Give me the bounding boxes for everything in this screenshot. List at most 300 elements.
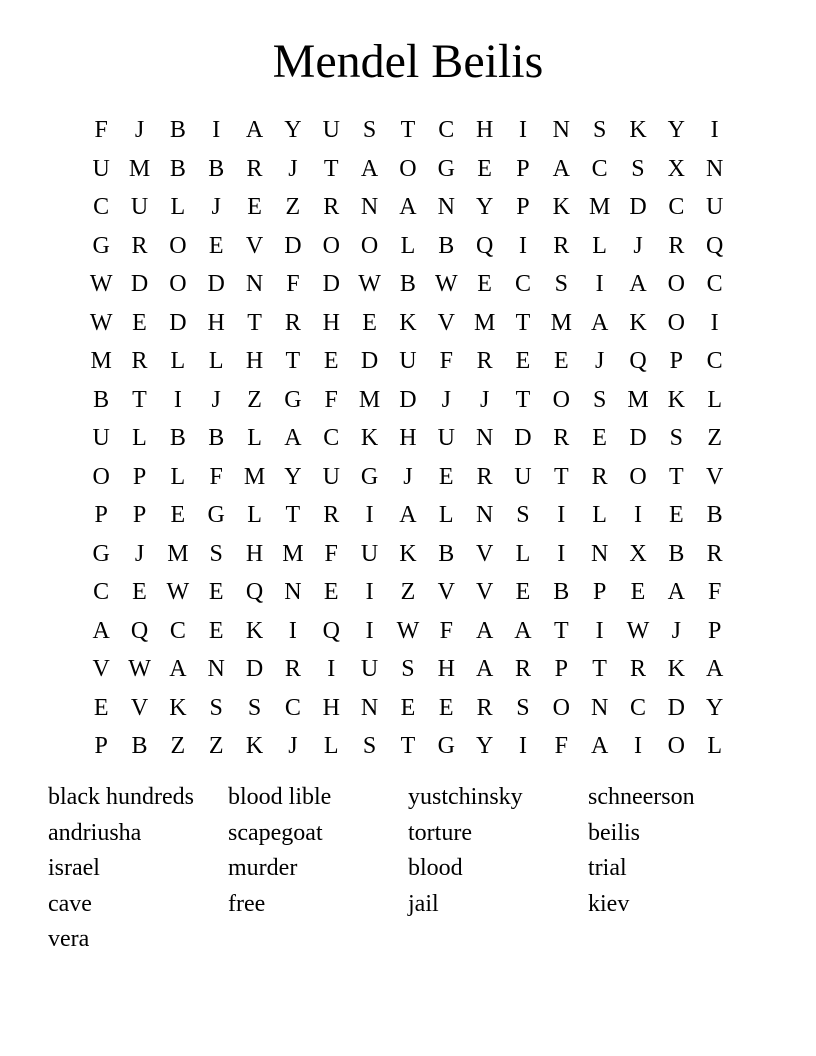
grid-letter: I [595, 617, 604, 644]
grid-letter: T [553, 617, 569, 644]
grid-letter: B [438, 232, 455, 259]
grid-letter: O [360, 232, 379, 259]
grid-letter: D [629, 194, 647, 221]
grid-letter: M [167, 540, 189, 567]
grid-letter: W [166, 579, 190, 606]
grid-row [82, 496, 734, 535]
grid-letter: R [284, 309, 301, 336]
grid-letter: R [284, 656, 301, 683]
word-list-item: free [228, 890, 266, 917]
grid-letter: O [667, 733, 685, 760]
grid-letter: L [170, 463, 186, 490]
grid-letter: D [360, 348, 379, 375]
grid-letter: J [403, 463, 413, 490]
grid-letter: N [207, 656, 225, 683]
grid-letter: I [518, 232, 527, 259]
grid-letter: T [285, 348, 301, 375]
grid-letter: K [667, 656, 685, 683]
grid-letter: B [399, 271, 416, 298]
grid-letter: I [327, 656, 336, 683]
grid-letter: F [94, 117, 108, 144]
grid-letter: S [209, 694, 223, 721]
grid-letter: D [322, 271, 340, 298]
grid-letter: K [552, 194, 570, 221]
grid-row [82, 188, 734, 227]
grid-letter: U [322, 463, 340, 490]
grid-letter: A [629, 271, 647, 298]
word-list-item: kiev [588, 890, 630, 917]
grid-letter: U [360, 656, 379, 683]
grid-letter: L [208, 348, 224, 375]
grid-letter: U [92, 155, 110, 182]
grid-letter: N [552, 117, 570, 144]
grid-letter: M [588, 194, 611, 221]
grid-letter: T [132, 386, 147, 413]
grid-row [82, 265, 734, 304]
grid-letter: Q [322, 617, 340, 644]
word-list-item: yustchinsky [408, 784, 523, 810]
grid-letter: U [322, 117, 340, 144]
grid-letter: I [212, 117, 221, 144]
grid-row [82, 727, 734, 766]
grid-row [82, 689, 734, 728]
grid-letter: F [707, 579, 722, 606]
grid-letter: U [130, 194, 149, 221]
grid-letter: U [360, 540, 379, 567]
grid-letter: B [169, 425, 186, 452]
word-list-item: murder [228, 855, 298, 881]
grid-letter: Q [245, 579, 264, 606]
grid-letter: H [475, 117, 494, 144]
grid-letter: S [516, 502, 530, 529]
grid-letter: T [553, 463, 569, 490]
grid-letter: B [706, 502, 723, 529]
grid-letter: D [667, 694, 685, 721]
grid-row [82, 342, 734, 381]
grid-letter: L [247, 502, 262, 529]
grid-letter: Y [706, 694, 724, 721]
grid-letter: A [399, 194, 417, 221]
grid-letter: G [437, 155, 455, 182]
grid-letter: I [365, 617, 374, 644]
grid-letter: W [128, 656, 151, 683]
grid-letter: R [323, 502, 340, 529]
grid-letter: O [667, 271, 685, 298]
grid-row [82, 304, 734, 343]
grid-letter: L [400, 232, 416, 259]
grid-letter: V [437, 309, 455, 336]
grid-letter: N [437, 194, 455, 221]
grid-letter: T [515, 309, 531, 336]
grid-letter: P [554, 656, 568, 683]
grid-letter: R [553, 425, 570, 452]
grid-letter: B [93, 386, 110, 413]
grid-letter: A [169, 656, 187, 683]
grid-letter: R [629, 656, 646, 683]
grid-letter: C [668, 194, 685, 221]
grid-letter: T [592, 656, 607, 683]
grid-letter: O [552, 694, 570, 721]
grid-letter: I [557, 502, 566, 529]
grid-letter: A [399, 502, 417, 529]
grid-letter: A [475, 656, 494, 683]
grid-letter: N [245, 271, 264, 298]
grid-letter: W [89, 271, 113, 298]
grid-letter: Z [400, 579, 416, 606]
grid-letter: A [92, 617, 110, 644]
grid-letter: E [132, 579, 147, 606]
grid-letter: N [360, 694, 379, 721]
grid-letter: P [132, 502, 147, 529]
grid-letter: V [475, 579, 494, 606]
word-list-item: scapegoat [228, 819, 323, 846]
grid-letter: R [476, 463, 493, 490]
grid-letter: E [438, 463, 454, 490]
grid-letter: A [360, 155, 379, 182]
grid-letter: Q [130, 617, 149, 644]
grid-letter: V [92, 656, 110, 683]
grid-letter: I [365, 579, 374, 606]
grid-letter: E [400, 694, 416, 721]
grid-letter: M [627, 386, 649, 413]
grid-letter: M [90, 348, 112, 375]
grid-letter: W [434, 271, 458, 298]
grid-letter: I [595, 271, 604, 298]
word-list-item: jail [408, 890, 439, 917]
grid-letter: A [552, 155, 570, 182]
grid-letter: J [441, 386, 451, 413]
grid-letter: A [245, 117, 264, 144]
grid-letter: P [592, 579, 607, 606]
grid-letter: H [322, 309, 340, 336]
grid-letter: Y [475, 194, 494, 221]
grid-row [82, 573, 734, 612]
grid-letter: Q [706, 232, 724, 259]
grid-letter: N [360, 194, 379, 221]
grid-letter: D [245, 656, 264, 683]
grid-letter: F [286, 271, 300, 298]
grid-letter: F [209, 463, 223, 490]
grid-letter: W [358, 271, 381, 298]
grid-letter: Z [170, 733, 186, 760]
grid-letter: F [439, 617, 453, 644]
grid-letter: L [707, 733, 722, 760]
grid-letter: O [169, 232, 187, 259]
grid-letter: N [706, 155, 724, 182]
grid-letter: K [399, 309, 417, 336]
grid-row [82, 458, 734, 497]
grid-row [82, 227, 734, 266]
grid-letter: G [360, 463, 379, 490]
grid-letter: P [669, 348, 683, 375]
grid-letter: C [93, 194, 110, 221]
word-list-item: beilis [588, 819, 640, 846]
grid-letter: O [169, 271, 187, 298]
grid-letter: J [134, 117, 145, 144]
grid-letter: C [706, 271, 723, 298]
grid-letter: B [438, 540, 455, 567]
grid-letter: T [515, 386, 531, 413]
grid-letter: T [668, 463, 684, 490]
grid-letter: D [629, 425, 647, 452]
grid-letter: L [132, 425, 147, 452]
grid-letter: T [400, 733, 416, 760]
grid-letter: I [633, 733, 642, 760]
grid-letter: T [285, 502, 301, 529]
grid-letter: O [552, 386, 570, 413]
word-list-item: cave [48, 890, 92, 917]
word-list-item: vera [48, 926, 90, 952]
grid-letter: S [362, 117, 377, 144]
grid-letter: C [93, 579, 110, 606]
grid-letter: D [514, 425, 532, 452]
grid-letter: J [288, 733, 298, 760]
grid-row [82, 111, 734, 150]
grid-letter: J [479, 386, 490, 413]
grid-letter: O [92, 463, 110, 490]
grid-letter: L [170, 194, 186, 221]
grid-letter: A [667, 579, 685, 606]
grid-letter: V [437, 579, 455, 606]
grid-letter: E [208, 232, 224, 259]
grid-letter: S [516, 694, 530, 721]
grid-letter: B [208, 155, 225, 182]
grid-letter: I [173, 386, 182, 413]
word-list-item: andriusha [48, 819, 142, 846]
grid-letter: C [514, 271, 531, 298]
grid-letter: E [208, 579, 224, 606]
grid-letter: S [401, 656, 415, 683]
grid-letter: A [590, 309, 609, 336]
grid-letter: K [667, 386, 685, 413]
grid-letter: E [208, 617, 224, 644]
grid-letter: K [629, 309, 647, 336]
grid-letter: I [557, 540, 566, 567]
grid-letter: R [706, 540, 723, 567]
grid-letter: U [514, 463, 532, 490]
grid-letter: V [245, 232, 264, 259]
word-list-item: israel [48, 855, 100, 881]
grid-letter: R [553, 232, 570, 259]
grid-letter: E [477, 271, 492, 298]
grid-letter: F [439, 348, 453, 375]
grid-letter: P [516, 194, 530, 221]
grid-letter: L [323, 733, 339, 760]
grid-letter: E [477, 155, 492, 182]
grid-letter: X [667, 155, 685, 182]
grid-letter: L [170, 348, 186, 375]
grid-letter: Q [629, 348, 647, 375]
grid-letter: A [475, 617, 494, 644]
grid-letter: M [282, 540, 304, 567]
grid-letter: V [130, 694, 149, 721]
grid-letter: B [553, 579, 570, 606]
grid-letter: W [626, 617, 650, 644]
grid-letter: R [668, 232, 685, 259]
grid-letter: B [169, 155, 186, 182]
grid-letter: C [438, 117, 455, 144]
word-list-item: schneerson [588, 784, 695, 810]
grid-letter: A [590, 733, 609, 760]
grid-letter: C [591, 155, 608, 182]
grid-letter: R [131, 232, 148, 259]
grid-letter: C [706, 348, 723, 375]
grid-letter: Y [284, 117, 302, 144]
grid-letter: L [247, 425, 262, 452]
grid-letter: F [324, 386, 338, 413]
grid-letter: D [284, 232, 302, 259]
grid-letter: R [323, 194, 340, 221]
grid-letter: R [246, 155, 263, 182]
grid-letter: I [518, 117, 527, 144]
grid-letter: M [473, 309, 496, 336]
grid-letter: O [629, 463, 647, 490]
grid-letter: M [550, 309, 572, 336]
grid-letter: P [94, 502, 108, 529]
grid-letter: I [710, 117, 719, 144]
grid-letter: F [554, 733, 568, 760]
grid-letter: M [128, 155, 151, 182]
grid-letter: S [631, 155, 645, 182]
grid-letter: Y [667, 117, 685, 144]
grid-letter: G [207, 502, 225, 529]
grid-letter: E [630, 579, 646, 606]
grid-letter: E [170, 502, 186, 529]
grid-row [82, 650, 734, 689]
grid-letter: E [668, 502, 684, 529]
grid-letter: P [94, 733, 108, 760]
grid-letter: H [437, 656, 455, 683]
grid-row [82, 535, 734, 574]
grid-letter: X [629, 540, 647, 567]
word-list-item: trial [588, 855, 627, 881]
word-list-item: blood lible [228, 784, 332, 810]
grid-letter: J [211, 386, 221, 413]
grid-letter: G [92, 232, 110, 259]
grid-letter: J [211, 194, 221, 221]
grid-letter: E [132, 309, 147, 336]
grid-letter: K [399, 540, 417, 567]
grid-letter: O [322, 232, 340, 259]
grid-letter: R [476, 694, 493, 721]
grid-letter: D [399, 386, 417, 413]
grid-letter: L [592, 502, 607, 529]
grid-letter: R [591, 463, 608, 490]
letter-grid [82, 111, 734, 766]
grid-letter: C [629, 694, 646, 721]
grid-letter: H [245, 348, 264, 375]
grid-letter: N [475, 425, 494, 452]
grid-letter: S [247, 694, 262, 721]
word-list [48, 780, 768, 958]
grid-letter: U [399, 348, 417, 375]
grid-letter: C [169, 617, 186, 644]
grid-letter: W [89, 309, 113, 336]
grid-letter: L [515, 540, 531, 567]
grid-letter: M [243, 463, 266, 490]
grid-letter: E [515, 348, 531, 375]
grid-letter: P [707, 617, 722, 644]
grid-letter: K [629, 117, 647, 144]
grid-letter: U [92, 425, 110, 452]
grid-letter: W [396, 617, 420, 644]
grid-letter: T [400, 117, 416, 144]
grid-letter: B [208, 425, 225, 452]
grid-letter: E [323, 579, 339, 606]
grid-letter: S [362, 733, 377, 760]
grid-row [82, 150, 734, 189]
grid-letter: I [710, 309, 719, 336]
grid-letter: H [207, 309, 225, 336]
grid-row [82, 612, 734, 651]
grid-letter: J [134, 540, 145, 567]
grid-letter: Y [284, 463, 302, 490]
grid-letter: D [169, 309, 187, 336]
grid-letter: L [592, 232, 607, 259]
grid-letter: Z [208, 733, 224, 760]
grid-letter: D [207, 271, 225, 298]
grid-letter: B [668, 540, 685, 567]
grid-letter: J [633, 232, 643, 259]
grid-letter: H [245, 540, 264, 567]
grid-letter: G [284, 386, 302, 413]
grid-letter: E [247, 194, 262, 221]
grid-letter: N [475, 502, 494, 529]
grid-letter: J [594, 348, 605, 375]
grid-letter: I [518, 733, 527, 760]
grid-letter: P [132, 463, 147, 490]
grid-letter: Z [707, 425, 722, 452]
grid-letter: J [671, 617, 681, 644]
grid-letter: K [245, 733, 264, 760]
grid-letter: E [553, 348, 569, 375]
grid-letter: O [667, 309, 685, 336]
grid-letter: R [476, 348, 493, 375]
grid-letter: S [209, 540, 223, 567]
grid-letter: D [130, 271, 149, 298]
grid-letter: M [358, 386, 381, 413]
grid-letter: T [323, 155, 339, 182]
grid-letter: Q [475, 232, 494, 259]
grid-letter: T [247, 309, 262, 336]
grid-letter: K [169, 694, 187, 721]
grid-letter: F [324, 540, 338, 567]
grid-letter: C [284, 694, 301, 721]
grid-row [82, 381, 734, 420]
grid-letter: B [131, 733, 148, 760]
grid-letter: R [131, 348, 148, 375]
grid-letter: U [706, 194, 724, 221]
grid-letter: P [516, 155, 530, 182]
grid-letter: N [590, 694, 609, 721]
grid-letter: S [669, 425, 683, 452]
grid-letter: B [169, 117, 186, 144]
grid-letter: R [514, 656, 531, 683]
grid-letter: S [592, 117, 607, 144]
grid-letter: N [284, 579, 302, 606]
grid-letter: A [514, 617, 532, 644]
grid-letter: A [284, 425, 302, 452]
grid-letter: Z [285, 194, 301, 221]
grid-letter: E [362, 309, 377, 336]
grid-letter: L [438, 502, 454, 529]
word-list-item: blood [408, 855, 463, 881]
grid-letter: C [323, 425, 340, 452]
grid-letter: K [245, 617, 264, 644]
grid-letter: I [365, 502, 374, 529]
grid-letter: A [706, 656, 724, 683]
grid-letter: S [554, 271, 568, 298]
